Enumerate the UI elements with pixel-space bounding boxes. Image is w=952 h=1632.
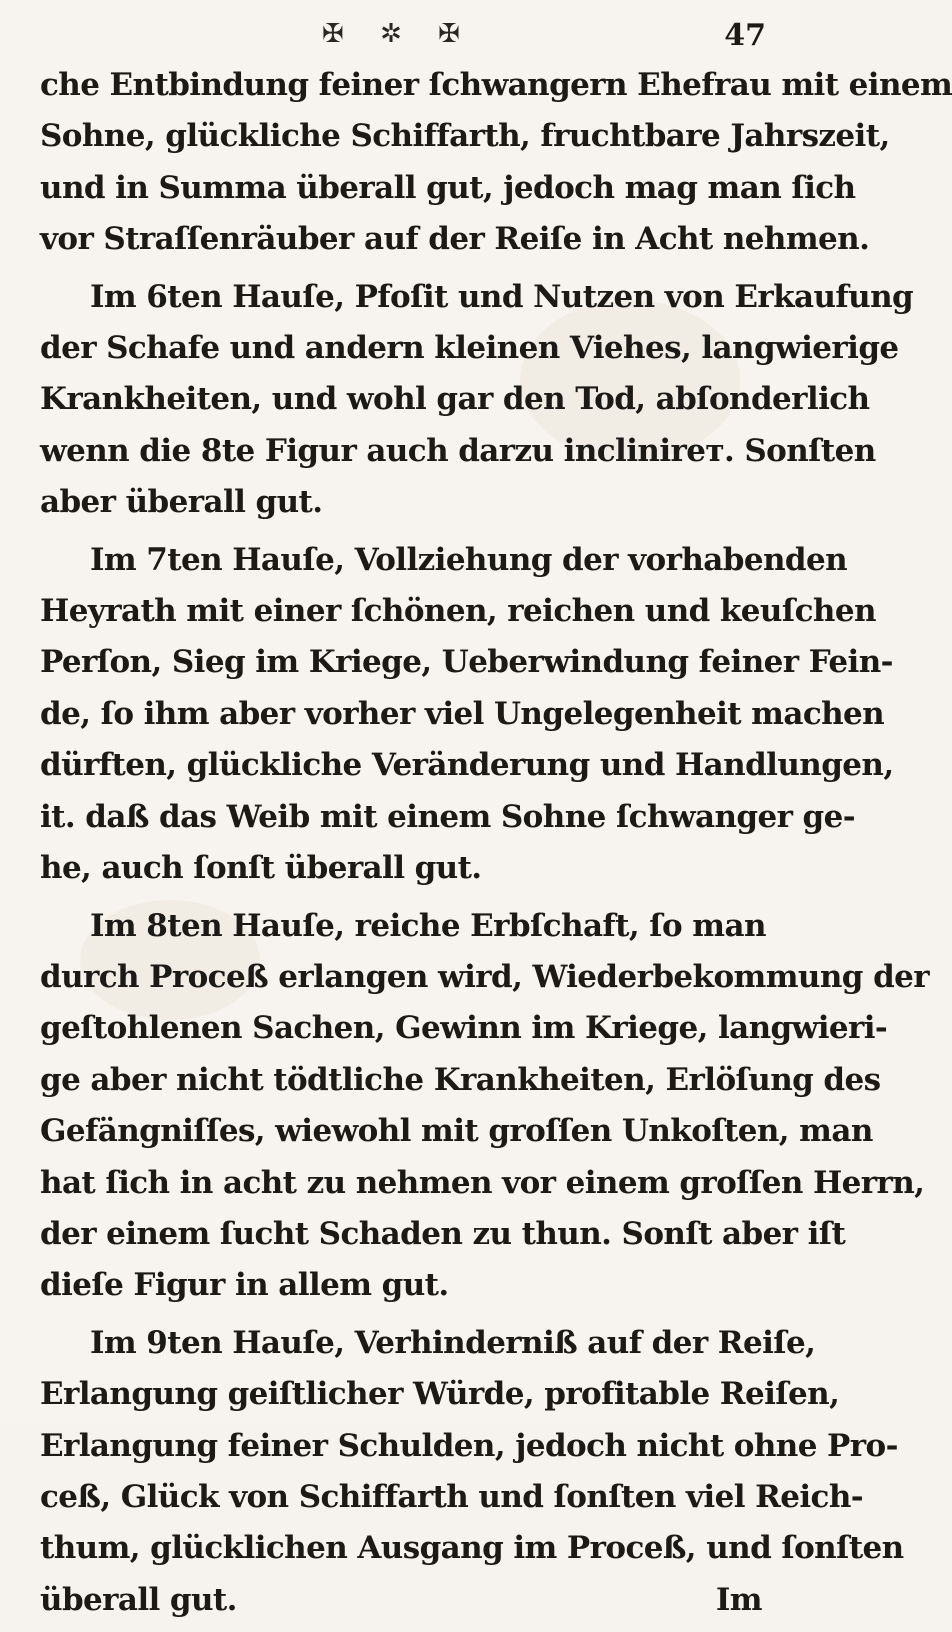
paragraph-house-5-continued: [40, 60, 952, 266]
text-line: thum, glücklichen Ausgang im Proceß, und ſonſten: [40, 1530, 904, 1567]
text-line: Perſon, Sieg im Kriege, Ueberwindung feiner Fein-: [40, 644, 893, 681]
text-line: aber überall gut.: [40, 484, 323, 521]
text-line: geſtohlenen Sachen, Gewinn im Kriege, langwieri-: [40, 1010, 888, 1047]
text-line: che Entbindung feiner ſchwangern Ehefrau mit einem: [40, 67, 952, 103]
text-line: Gefängniſſes, wiewohl mit groſſen Unkoſten, man: [40, 1113, 873, 1150]
paragraph-house-9: [40, 1318, 904, 1626]
page-header: [0, 14, 800, 54]
text-line: wenn die 8te Figur auch darzu inclinirет. Sonſten: [40, 432, 876, 469]
catchword: Im: [715, 1581, 762, 1618]
text-line: Im 6ten Hauſe, Pfoſit und Nutzen von Erkaufung: [90, 278, 914, 315]
text-line: der Schafe und andern kleinen Viehes, langwierige: [40, 330, 899, 367]
text-line: durch Proceß erlangen wird, Wiederbekommung der: [40, 958, 929, 995]
text-line: Erlangung geiſtlicher Würde, profitable Reiſen,: [40, 1376, 840, 1413]
text-line: Im 7ten Hauſe, Vollziehung der vorhabenden: [90, 541, 848, 578]
text-line: it. daß das Weib mit einem Sohne ſchwanger ge-: [40, 798, 856, 835]
text-line: der einem ſucht Schaden zu thun. Sonſt aber iſt: [40, 1215, 846, 1252]
text-line: dürften, glückliche Veränderung und Handlungen,: [40, 747, 894, 784]
text-line: de, ſo ihm aber vorher viel Ungelegenheit machen: [40, 695, 885, 732]
text-line: Im 8ten Hauſe, reiche Erbſchaft, ſo man: [90, 907, 766, 944]
header-ornament: ✠ ✲ ✠: [322, 19, 474, 49]
paragraph-house-6: [40, 272, 914, 529]
text-line: vor Straſſenräuber auf der Reiſe in Acht nehmen.: [40, 221, 870, 258]
text-line: ge aber nicht tödtliche Krankheiten, Erlöſung des: [40, 1061, 881, 1098]
body-text: [40, 60, 952, 1632]
text-line: Erlangung feiner Schulden, jedoch nicht ohne Pro-: [40, 1427, 898, 1464]
text-line: ceß, Glück von Schiffarth und ſonſten viel Reich-: [40, 1478, 864, 1515]
text-line-with-catchword: [40, 1575, 762, 1626]
text-line: Heyrath mit einer ſchönen, reichen und keuſchen: [40, 593, 876, 630]
text-line: he, auch ſonſt überall gut.: [40, 850, 482, 887]
page-number: 47: [724, 18, 766, 53]
text-line: dieſe Figur in allem gut.: [40, 1267, 449, 1304]
text-line: überall gut.: [40, 1581, 237, 1618]
text-line: Im 9ten Hauſe, Verhinderniß auf der Reiſe,: [90, 1324, 816, 1361]
text-line: Sohne, glückliche Schiffarth, fruchtbare Jahrszeit,: [40, 118, 890, 155]
text-line: hat ſich in acht zu nehmen vor einem groſſen Herrn,: [40, 1164, 925, 1201]
paragraph-house-8: [40, 901, 929, 1312]
text-line: und in Summa überall gut, jedoch mag man ſich: [40, 169, 856, 206]
paragraph-house-7: [40, 535, 894, 895]
text-line: Krankheiten, und wohl gar den Tod, abſonderlich: [40, 381, 870, 418]
